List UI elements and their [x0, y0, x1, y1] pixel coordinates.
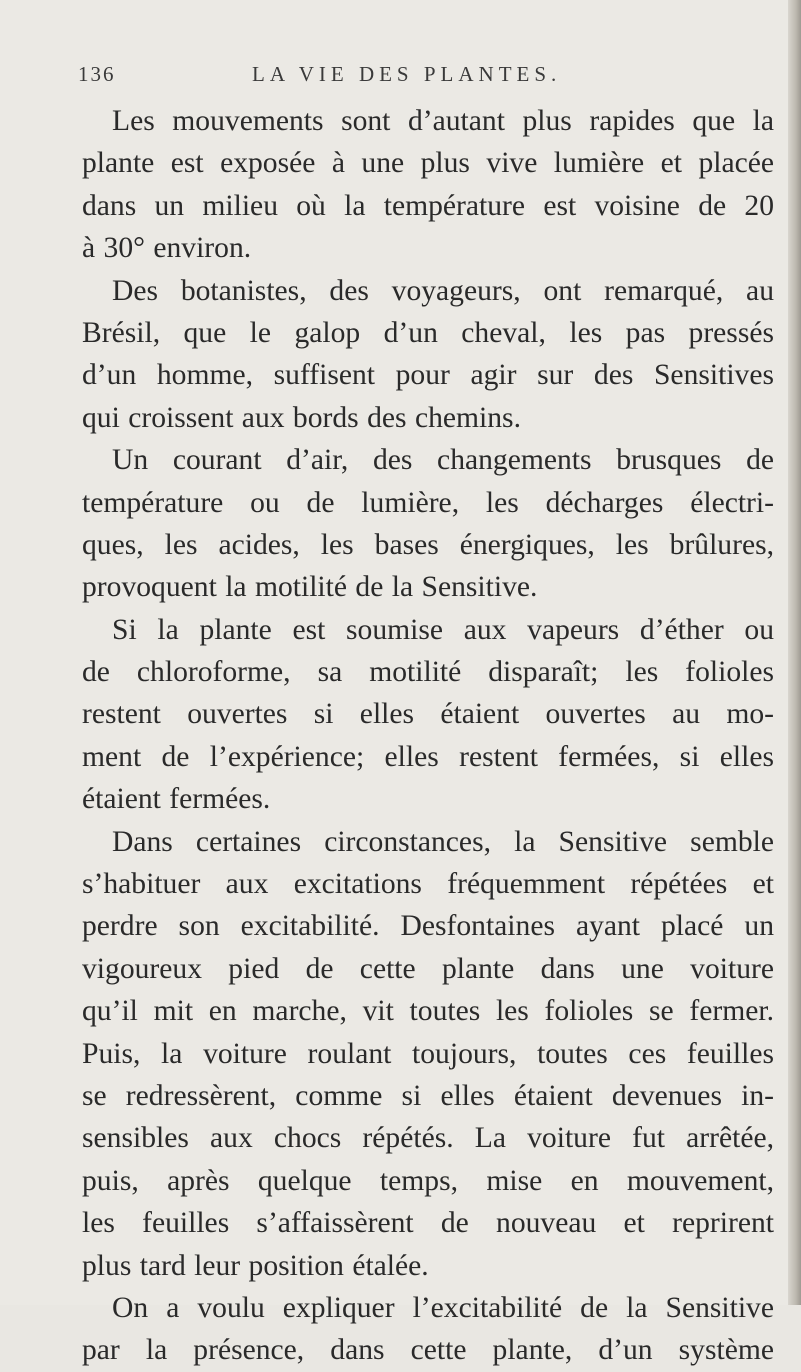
- body-text: [82, 100, 774, 1372]
- text-line: sensibles aux chocs répétés. La voiture fut arrêtée,: [82, 1122, 774, 1155]
- text-line: d’un homme, suffisent pour agir sur des Sensitives: [82, 359, 774, 392]
- text-line: Puis, la voiture roulant toujours, toutes ces feuilles: [82, 1037, 774, 1070]
- text-line: se redressèrent, comme si elles étaient devenues in-: [82, 1079, 774, 1112]
- text-line: les feuilles s’affaissèrent de nouveau et reprirent: [82, 1207, 774, 1240]
- text-line: Des botanistes, des voyageurs, ont remarqué, au: [112, 274, 774, 307]
- running-head: [78, 62, 698, 90]
- text-line: Un courant d’air, des changements brusques de: [112, 444, 774, 477]
- text-line: plante est exposée à une plus vive lumière et placée: [82, 147, 774, 180]
- running-title: LA VIE DES PLANTES.: [252, 62, 562, 86]
- text-line: par la présence, dans cette plante, d’un système: [82, 1334, 774, 1367]
- text-line: ment de l’expérience; elles restent fermées, si elles: [82, 740, 774, 773]
- text-line: de chloroforme, sa motilité disparaît; les folioles: [82, 656, 774, 689]
- text-line: température ou de lumière, les décharges électri-: [82, 486, 774, 519]
- text-line: à 30° environ.: [82, 232, 252, 265]
- text-line: plus tard leur position étalée.: [82, 1249, 429, 1282]
- text-line: restent ouvertes si elles étaient ouvertes au mo-: [82, 698, 774, 731]
- text-line: Si la plante est soumise aux vapeurs d’éther ou: [112, 613, 774, 646]
- text-line: qu’il mit en marche, vit toutes les folioles se fermer.: [82, 995, 774, 1028]
- text-line: On a voulu expliquer l’excitabilité de la Sensitive: [112, 1291, 774, 1324]
- text-line: s’habituer aux excitations fréquemment répétées et: [82, 868, 774, 901]
- text-line: perdre son excitabilité. Desfontaines ayant placé un: [82, 910, 774, 943]
- text-line: dans un milieu où la température est voisine de 20: [82, 189, 774, 222]
- text-line: étaient fermées.: [82, 783, 271, 816]
- text-line: provoquent la motilité de la Sensitive.: [82, 571, 538, 604]
- text-line: ques, les acides, les bases énergiques, les brûlures,: [82, 528, 774, 561]
- text-line: puis, après quelque temps, mise en mouvement,: [82, 1164, 774, 1197]
- text-line: vigoureux pied de cette plante dans une voiture: [82, 952, 774, 985]
- text-line: qui croissent aux bords des chemins.: [82, 401, 521, 434]
- text-line: Brésil, que le galop d’un cheval, les pas pressés: [82, 316, 774, 349]
- page-number: 136: [78, 62, 116, 86]
- text-line: Les mouvements sont d’autant plus rapides que la: [112, 105, 774, 137]
- page-edge: [788, 0, 801, 1305]
- text-line: Dans certaines circonstances, la Sensitive semble: [112, 825, 774, 858]
